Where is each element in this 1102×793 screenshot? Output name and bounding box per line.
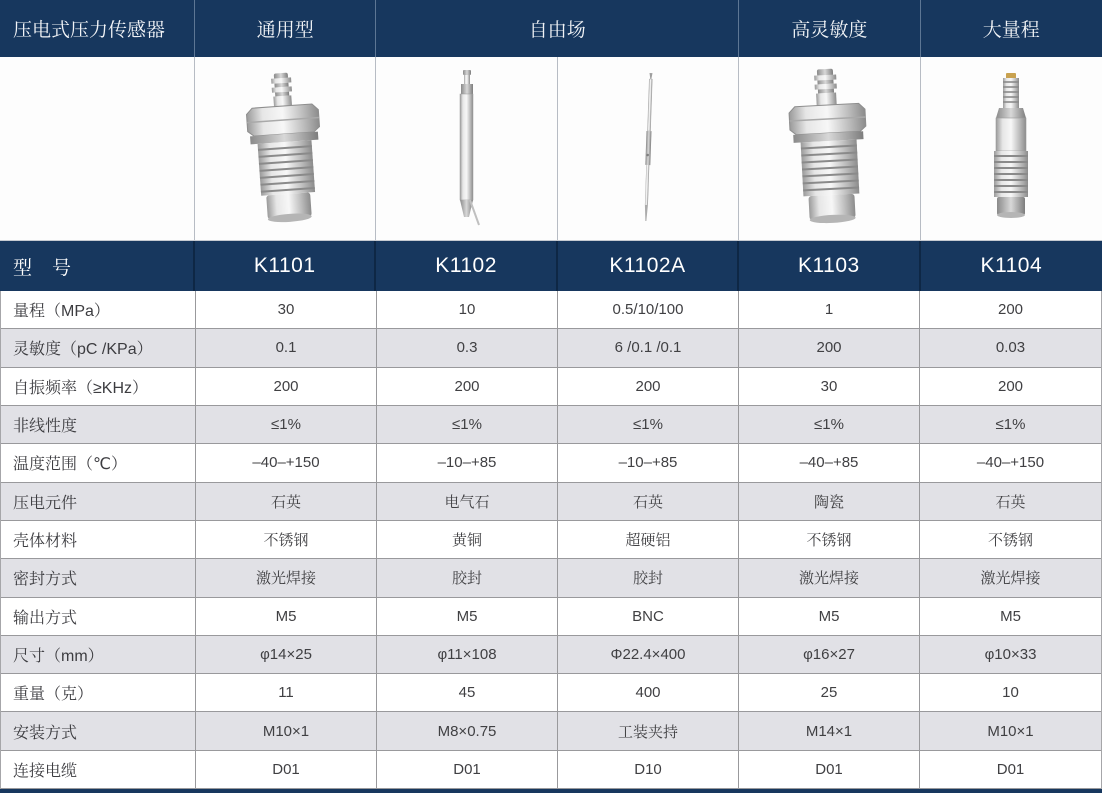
category-large-range: 大量程 <box>982 20 1040 41</box>
spec-body <box>0 291 1102 789</box>
spec-row-7 <box>1 521 1101 559</box>
spec-value-k1102: 电气石 <box>377 483 558 520</box>
spec-value-k1103: –40–+85 <box>739 444 920 481</box>
spec-value-k1101: –40–+150 <box>196 444 377 481</box>
spec-label: 自振频率（≥KHz） <box>1 368 196 405</box>
model-k1102: K1102 <box>376 241 557 291</box>
spec-label: 灵敏度（pC /KPa） <box>1 329 196 366</box>
spec-value-k1104: D01 <box>996 760 1025 778</box>
spec-value-k1104: –40–+150 <box>976 454 1045 472</box>
sensor-photo-k1104 <box>921 57 1102 240</box>
spec-value-k1103: 陶瓷 <box>739 483 920 520</box>
product-image-row <box>0 57 1102 241</box>
category-general-purpose: 通用型 <box>195 0 376 57</box>
spec-value-k1104: 不锈钢 <box>987 532 1033 550</box>
spec-value-k1102: 胶封 <box>377 559 558 596</box>
spec-value-k1102: ≤1% <box>377 406 558 443</box>
spec-row-12 <box>1 712 1101 750</box>
image-row-label-spacer <box>0 57 195 240</box>
spec-value-k1102: 200 <box>377 368 558 405</box>
spec-row-8 <box>1 559 1101 597</box>
spec-value-k1101: 30 <box>196 291 377 328</box>
sensor-photo-k1102a <box>558 57 739 240</box>
table-title: 压电式压力传感器 <box>0 0 195 57</box>
spec-value-k1102a: 石英 <box>558 483 739 520</box>
spec-value-k1101: D01 <box>196 751 377 788</box>
spec-label: 安装方式 <box>1 712 196 749</box>
spec-value-k1101: φ14×25 <box>196 636 377 673</box>
spec-value-k1103: φ16×27 <box>739 636 920 673</box>
spec-row-9 <box>1 598 1101 636</box>
header-row <box>0 0 1102 57</box>
spec-value-k1101: ≤1% <box>196 406 377 443</box>
spec-value-k1104: ≤1% <box>995 416 1026 434</box>
model-k1104: K1104 <box>980 254 1043 277</box>
spec-value-k1104: φ10×33 <box>984 645 1037 663</box>
spec-value-k1102: 45 <box>377 674 558 711</box>
spec-label: 压电元件 <box>1 483 196 520</box>
spec-row-4 <box>1 406 1101 444</box>
spec-row-11 <box>1 674 1101 712</box>
k1102-sensor-icon <box>407 65 527 233</box>
model-k1102a: K1102A <box>558 241 739 291</box>
spec-value-k1101: 200 <box>196 368 377 405</box>
spec-value-k1103: 不锈钢 <box>739 521 920 558</box>
spec-label: 密封方式 <box>1 559 196 596</box>
model-k1103: K1103 <box>739 241 920 291</box>
spec-row-1 <box>1 291 1101 329</box>
spec-value-k1102a: Φ22.4×400 <box>558 636 739 673</box>
spec-value-k1104: 0.03 <box>995 339 1026 357</box>
spec-value-k1102: 0.3 <box>377 329 558 366</box>
spec-label: 量程（MPa） <box>1 291 196 328</box>
spec-value-k1103: M5 <box>739 598 920 635</box>
k1101-sensor-icon <box>219 61 350 237</box>
spec-label: 连接电缆 <box>1 751 196 788</box>
spec-value-k1102a: 400 <box>558 674 739 711</box>
category-high-sensitivity: 高灵敏度 <box>739 0 920 57</box>
spec-value-k1104: M5 <box>1000 607 1021 625</box>
spec-value-k1102a: 工装夹持 <box>558 712 739 749</box>
spec-value-k1102: 黄铜 <box>377 521 558 558</box>
sensor-photo-k1103 <box>739 57 920 240</box>
spec-value-k1102a: 0.5/10/100 <box>558 291 739 328</box>
sensor-photo-k1102 <box>376 57 557 240</box>
spec-value-k1102a: 200 <box>558 368 739 405</box>
spec-value-k1104: 激光焊接 <box>980 570 1041 588</box>
spec-value-k1102: –10–+85 <box>377 444 558 481</box>
spec-value-k1103: 1 <box>739 291 920 328</box>
spec-value-k1102a: BNC <box>558 598 739 635</box>
spec-value-k1101: 石英 <box>196 483 377 520</box>
spec-value-k1103: M14×1 <box>739 712 920 749</box>
spec-value-k1104: 200 <box>997 301 1024 319</box>
spec-label: 温度范围（℃） <box>1 444 196 481</box>
spec-label: 非线性度 <box>1 406 196 443</box>
model-row-label: 型 号 <box>0 241 195 291</box>
k1102a-sensor-icon <box>588 65 708 233</box>
spec-value-k1103: D01 <box>739 751 920 788</box>
spec-label: 尺寸（mm） <box>1 636 196 673</box>
spec-value-k1102a: 超硬铝 <box>558 521 739 558</box>
spec-value-k1102a: 6 /0.1 /0.1 <box>558 329 739 366</box>
bottom-accent-bar <box>0 789 1102 793</box>
spec-label: 壳体材料 <box>1 521 196 558</box>
spec-value-k1103: ≤1% <box>739 406 920 443</box>
k1104-sensor-icon <box>951 65 1071 233</box>
spec-value-k1102: M5 <box>377 598 558 635</box>
spec-row-13 <box>1 751 1101 789</box>
sensor-photo-k1101 <box>195 57 376 240</box>
spec-value-k1104: 石英 <box>995 493 1026 511</box>
k1103-sensor-icon <box>765 61 894 235</box>
spec-value-k1101: M5 <box>196 598 377 635</box>
spec-value-k1102a: D10 <box>558 751 739 788</box>
spec-value-k1101: 不锈钢 <box>196 521 377 558</box>
model-k1101: K1101 <box>195 241 376 291</box>
model-row <box>0 241 1102 291</box>
spec-value-k1102: D01 <box>377 751 558 788</box>
spec-value-k1102a: ≤1% <box>558 406 739 443</box>
spec-value-k1101: 激光焊接 <box>196 559 377 596</box>
spec-value-k1101: M10×1 <box>196 712 377 749</box>
spec-label: 输出方式 <box>1 598 196 635</box>
spec-row-2 <box>1 329 1101 367</box>
spec-label: 重量（克） <box>1 674 196 711</box>
spec-value-k1103: 30 <box>739 368 920 405</box>
spec-value-k1101: 11 <box>196 674 377 711</box>
spec-value-k1103: 200 <box>739 329 920 366</box>
category-free-field: 自由场 <box>376 0 739 57</box>
spec-value-k1102: φ11×108 <box>377 636 558 673</box>
spec-value-k1103: 25 <box>739 674 920 711</box>
spec-value-k1104: M10×1 <box>987 722 1034 740</box>
spec-value-k1103: 激光焊接 <box>739 559 920 596</box>
spec-value-k1101: 0.1 <box>196 329 377 366</box>
spec-row-3 <box>1 368 1101 406</box>
spec-value-k1102: 10 <box>377 291 558 328</box>
spec-value-k1102a: –10–+85 <box>558 444 739 481</box>
spec-row-10 <box>1 636 1101 674</box>
spec-value-k1104: 10 <box>1002 684 1019 702</box>
spec-row-6 <box>1 483 1101 521</box>
spec-value-k1104: 200 <box>997 377 1024 395</box>
spec-value-k1102: M8×0.75 <box>377 712 558 749</box>
spec-value-k1102a: 胶封 <box>558 559 739 596</box>
spec-row-5 <box>1 444 1101 482</box>
